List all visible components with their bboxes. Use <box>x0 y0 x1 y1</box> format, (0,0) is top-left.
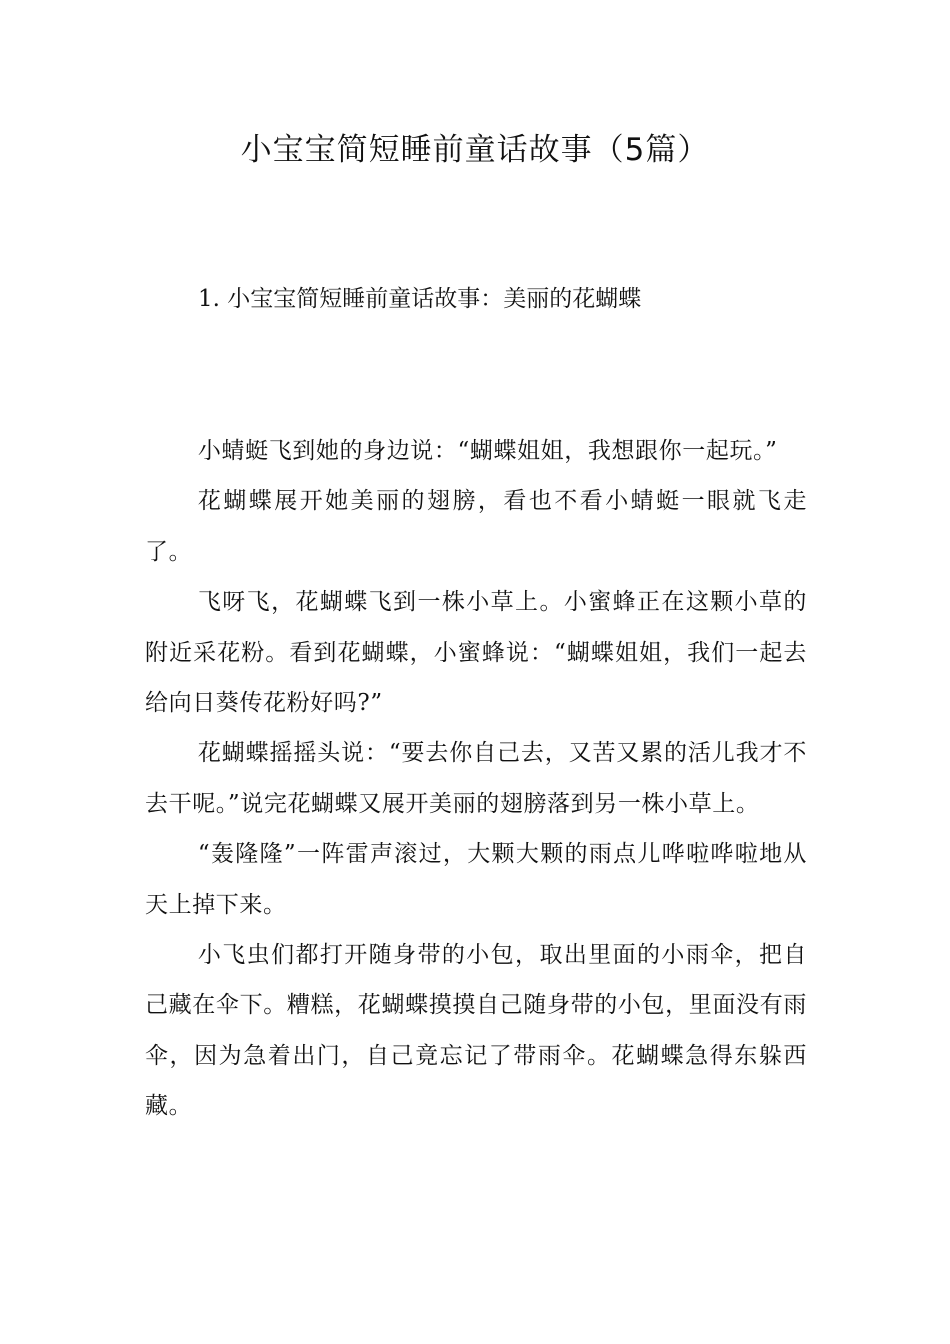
paragraph: 花蝴蝶展开她美丽的翅膀，看也不看小蜻蜓一眼就飞走了。 <box>145 488 807 565</box>
document-title: 小宝宝简短睡前童话故事（5篇） <box>240 132 710 168</box>
paragraph: 小蜻蜓飞到她的身边说：“蝴蝶姐姐，我想跟你一起玩。” <box>197 438 778 464</box>
paragraph: “轰隆隆”一阵雷声滚过，大颗大颗的雨点儿哗啦哗啦地从天上掉下来。 <box>145 841 807 918</box>
paragraph: 飞呀飞，花蝴蝶飞到一株小草上。小蜜蜂正在这颗小草的附近采花粉。看到花蝴蝶，小蜜蜂说：“蝴蝶姐姐，我们一起去给向日葵传花粉好吗?” <box>145 589 807 717</box>
paragraph: 花蝴蝶摇摇头说：“要去你自己去，又苦又累的活儿我才不去干呢。”说完花蝴蝶又展开美丽的翅膀落到另一株小草上。 <box>145 740 807 817</box>
story-body <box>145 426 807 1132</box>
section-heading: 1. 小宝宝简短睡前童话故事：美丽的花蝴蝶 <box>198 286 642 312</box>
paragraph: 小飞虫们都打开随身带的小包，取出里面的小雨伞，把自己藏在伞下。糟糕，花蝴蝶摸摸自己随身带的小包，里面没有雨伞，因为急着出门，自己竟忘记了带雨伞。花蝴蝶急得东躲西藏。 <box>145 942 807 1120</box>
